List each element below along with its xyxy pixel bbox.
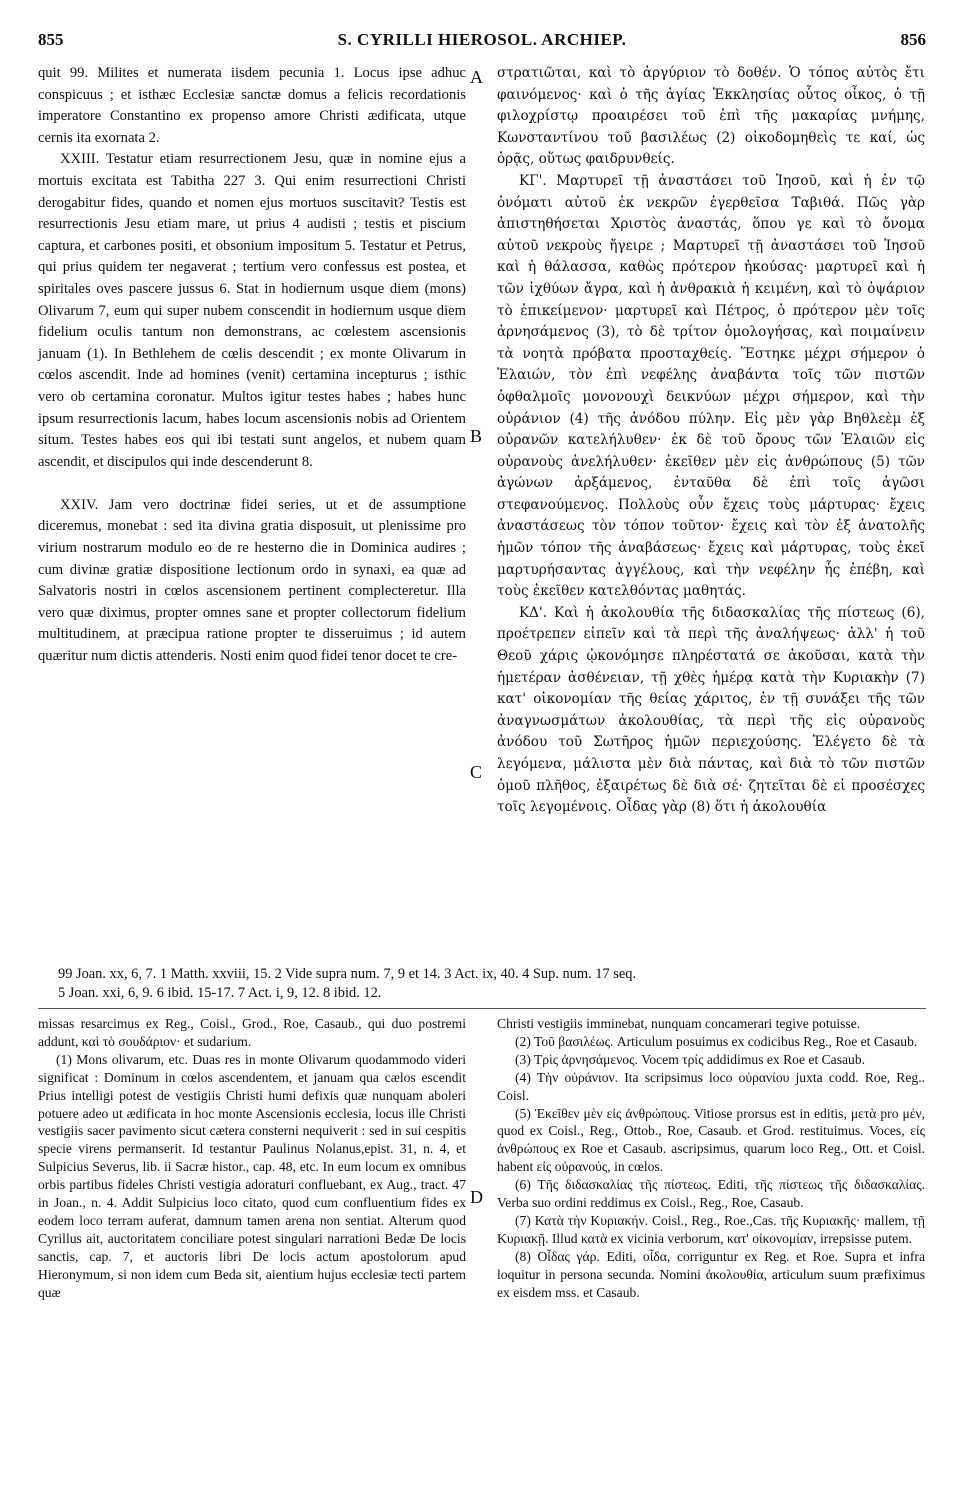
notes-left-column — [38, 1015, 466, 1302]
margin-marker-c: C — [470, 762, 483, 782]
page-header — [38, 30, 926, 54]
note-paragraph: missas resarcimus ex Reg., Coisl., Grod., Roe, Casaub., qui duo postremi addunt, καὶ τὸ σουδάριον· et sudarium. — [38, 1016, 466, 1049]
notes-right-column — [497, 1015, 925, 1302]
note-paragraph: (4) Τὴν οὐράνιον. Ita scripsimus loco οὐρανίου juxta codd. Roe, Reg.. Coisl. — [497, 1069, 925, 1103]
footnote-line: 99 Joan. xx, 6, 7. 1 Matth. xxviii, 15. 2 Vide supra num. 7, 9 et 14. 3 Act. ix, 40. 4 Sup. num. 17 seq. — [58, 966, 637, 982]
greek-paragraph: ΚΔ'. Καὶ ἡ ἀκολουθία τῆς διδασκαλίας τῆς πίστεως (6), προέτρεπεν εἰπεῖν καὶ τὰ περὶ τῆς ἀναλήψεως· ἀλλ' ἡ τοῦ Θεοῦ χάρις ᾠκονόμησε πληρέστατά σε ἀκοῦσαι, κατὰ τὴν ἡμετέραν ἀσθένειαν, τῇ χθὲς ἡμέρᾳ κατὰ τὴν Κυριακὴν (7) κατ' οἰκονομίαν τῆς θείας χάριτος, ἐν τῇ συνάξει τῆς τῶν ἀναγνωσμάτων ἀκολουθίας, τὰ περὶ τῆς εἰς οὐρανοὺς ἀνόδου τοῦ Σωτῆρος ἡμῶν περιεχούσης. Ἐλέγετο δὲ τὰ λεγόμενα, μάλιστα μὲν διὰ πάντας, καὶ διὰ τὸ τῶν πιστῶν ὁμοῦ πλῆθος, ἐξαιρέτως δὲ διὰ σέ· ζητεῖται δὲ εἰ προσέσχες τοῖς λεγομένοις. Οἶδας γὰρ (8) ὅτι ἡ ἀκολουθία — [497, 604, 925, 816]
note-paragraph: (5) Ἐκεῖθεν μὲν εἰς ἀνθρώπους. Vitiose prorsus est in editis, μετὰ pro μέν, quod ex Coisl., Reg., Ottob., Roe, Casaub. et Grod. restituimus. Voces, εἰς ἀνθρώπους ex Roe et Casaub. ascripsimus, quarum loco Reg., Ott. et Coisl. habent εἰς οὐρανούς, in cœlos. — [497, 1105, 925, 1175]
divider — [38, 1008, 926, 1009]
latin-paragraph: quit 99. Milites et numerata iisdem pecunia 1. Locus ipse adhuc conspicuus ; et isthæc Ecclesiæ sanctæ domus a felicis recordationis imperatore Constantino ex propenso amore Christi ædificata, utque cernis ita exornata 2. — [38, 65, 466, 146]
note-paragraph: (7) Κατὰ τὴν Κυριακήν. Coisl., Reg., Roe.,Cas. τῆς Κυριακῆς· mallem, τῇ Κυριακῇ. Illud κατὰ ex vicinia verborum, κατ' οἰκονομίαν, irrepsisse putem. — [497, 1212, 925, 1246]
scripture-footnotes — [58, 965, 928, 1003]
greek-paragraph: στρατιῶται, καὶ τὸ ἀργύριον τὸ δοθέν. Ὁ τόπος αὐτὸς ἔτι φαινόμενος· καὶ ὁ τῆς ἁγίας Ἐκκλησίας οὗτος οἶκος, ὁ τῇ φιλοχρίστῳ προαιρέσει τοῦ ἐπὶ τῆς μακαρίας μνήμης, Κωνσταντίνου τοῦ βασιλέως (2) οἰκοδομηθεὶς τε καί, ὡς ὁρᾷς, οὕτως φαιδρυνθείς. — [497, 65, 925, 168]
note-paragraph: (1) Mons olivarum, etc. Duas res in monte Olivarum quodammodo videri significat : Dominum in cœlos ascendentem, et januam qua cælos escendit Prius intelligi potest de vestigiis Christi humi defixis quæ nunquam aboleri potuere adeo ut ædificata in hoc monte Ascensionis ecclesia, locus ille Christi vestigiis sacer pavimento sicut cætera consterni nequiverit : sed in sui cespitis specie virens permanserit. Id testantur Paulinus Nolanus,epist. 31, n. 4, et Sulpicius Severus, lib. ii Sacræ histor., cap. 48, etc. In eum locum ex omnibus orbis partibus fideles Christi vestigia adoraturi confluebant, ex Aug., tract. 47 in Joan., n. 4. Addit Sulpicius loco citato, quod cum confluentium fides ex eodem loco terram auferat, damnum tamen arena non sentiat. Alterum quod Cyrillus ait, auctoritatem conciliare potest singulari narrationi Bedæ De locis sanctis, cap. 7, et auctoris libri De locis actum apostolorum apud Hieronymum, si non idem cum Beda sit, aientium hujus ecclesiæ tecti partem quæ — [38, 1051, 466, 1300]
note-paragraph: (2) Τοῦ βασιλέως. Articulum posuimus ex codicibus Reg., Roe et Casaub. — [515, 1033, 918, 1049]
margin-marker-d: D — [470, 1187, 483, 1207]
running-title: S. CYRILLI HIEROSOL. ARCHIEP. — [337, 30, 627, 49]
latin-paragraph: XXIV. Jam vero doctrinæ fidei series, ut et de assumptione diceremus, monebat : sed ita divina gratia disposuit, ut plenissime pro virium nostrarum modulo eo de re hesterno die in Dominica audires ; cum divinæ gratiæ dispositione lectionum ordo in synaxi, ea quæ ad Salvatoris nostri in cœlos ascensionem pertinent complecteretur. Illa vero quæ diximus, propter omnes sane et propter collectorum fidelium multitudinem, at præcipua ratione propter te disseruimus ; id autem quæritur num dictis attenderis. Nosti enim quod fidei tenor docet te cre- — [38, 496, 466, 665]
latin-column — [38, 63, 466, 668]
greek-paragraph: ΚΓ'. Μαρτυρεῖ τῇ ἀναστάσει τοῦ Ἰησοῦ, καὶ ἡ ἐν τῷ ὀνόματι αὐτοῦ ἐκ νεκρῶν ἐγερθεῖσα Ταβιθά. Πῶς γὰρ ἀπιστηθήσεται Χριστὸς ἀναστάς, ὅπου γε καὶ τὸ ὄνομα αὐτοῦ νεκροὺς ἤγειρε ; Μαρτυρεῖ τῇ ἀναστάσει τοῦ Ἰησοῦ καὶ ἡ θάλασσα, καθὼς πρότερον ἠκούσας· μαρτυρεῖ καὶ ἡ τῶν ἰχθύων ἄγρα, καὶ ἡ ἀνθρακιὰ ἡ κειμένη, καὶ τὸ ὀψάριον τὸ ἐπικείμενον· μαρτυρεῖ καὶ Πέτρος, ὁ πρότερον μὲν τοῖς ἀρνησάμενος (3), τὸ δὲ τρίτον ὁμολογήσας, καὶ ποιμαίνειν τὰ νοητὰ πρόβατα προσταχθείς. Ἕστηκε μέχρι σήμερον ὁ Ἐλαιών, τὸν ἐπὶ νεφέλης ἀναβάντα τοῖς τῶν πιστῶν ὀφθαλμοῖς μονονουχὶ δεικνύων μέχρι σήμερον, καὶ τὴν οὐράνιον (4) τῆς ἀνόδου πύλην. Εἰς μὲν γὰρ Βηθλεὲμ ἐξ οὐρανῶν κατελήλυθεν· ἐκ δὲ τοῦ ὄρους τῶν Ἐλαιῶν εἰς οὐρανοὺς ἀνελήλυθεν· ἐκεῖθεν μὲν εἰς ἀνθρώπους (5) τῶν ἀγώνων ἀρξάμενος, ἐνταῦθα δὲ ἐπὶ τοῖς ἀγῶσι στεφανούμενος. Πολλοὺς οὖν ἔχεις τοὺς μάρτυρας· ἔχεις ἀναστάσεως τὸν τόπον τοῦτον· ἔχεις καὶ τὸν ἐξ ἀνατολῆς ἡμῶν τόπον τῆς ἀναβάσεως· ἔχεις καὶ μάρτυρας, τοὺς ἐκεῖ μαρτυρήσαντας ἀγγέλους, καὶ τὴν νεφέλην ἧς ἐπέβη, καὶ τοὺς ἐκεῖθεν κατελθόντας μαθητάς. — [497, 172, 925, 600]
note-paragraph: (6) Τῆς διδασκαλίας τῆς πίστεως. Editi, τῆς πίστεως τῆς διδασκαλίας. Verba suo ordini reddimus ex Coisl., Reg., Roe, Casaub. — [497, 1177, 925, 1211]
note-paragraph: (8) Οἶδας γάρ. Editi, οἶδα, corriguntur ex Reg. et Roe. Supra et infra loquitur in persona secunda. Nomini ἀκολουθία, articulum suum præfiximus ex eisdem mss. et Casaub. — [497, 1248, 925, 1300]
note-paragraph: (3) Τρὶς ἀρνησάμενος. Vocem τρίς addidimus ex Roe et Casaub. — [515, 1051, 866, 1067]
margin-marker-a: A — [470, 67, 483, 87]
margin-marker-b: B — [470, 426, 483, 446]
page-number-right: 856 — [900, 30, 926, 49]
greek-column — [497, 63, 925, 819]
page-number-left: 855 — [38, 30, 64, 49]
note-paragraph: Christi vestigiis imminebat, nunquam concamerari tegive potuisse. — [497, 1016, 861, 1031]
latin-paragraph: XXIII. Testatur etiam resurrectionem Jesu, quæ in nomine ejus a mortuis excitata est Tabitha 227 3. Qui enim resurrectioni Christi derogabitur fides, quando et nomen ejus mortuos suscitavit? Testis est resurrectionis Jesu etiam mare, ut prius 4 audisti ; testis et piscium captura, et carbones positi, et obsonium impositum 5. Testatur et Petrus, qui prius quidem ter negaverat ; tertium vero confessus est postea, et spiritales oves pascere jussus 6. Stat in hodiernum usque diem (mons) Olivarum 7, eum qui super nubem conscendit in hodiernum usque diem fidelium oculis tantum non demonstrans, ac cœlestem ascensionis januam (1). In Bethlehem de cœlis descendit ; ex monte Olivarum in cœlos ascendit. Inde ad homines (venit) certamina incepturus ; isthic vero ob certamina coronatur. Multos igitur testes habes ; habes hunc ipsum resurrectionis lacum, habes locum ascensionis nobis ad Orientem situm. Testes habes eos qui ibi testati sunt angelos, et nubem quam ascendit, et discipulos qui inde descenderunt 8. — [38, 151, 466, 470]
footnote-line: 5 Joan. xxi, 6, 9. 6 ibid. 15-17. 7 Act. i, 9, 12. 8 ibid. 12. — [58, 985, 382, 1001]
